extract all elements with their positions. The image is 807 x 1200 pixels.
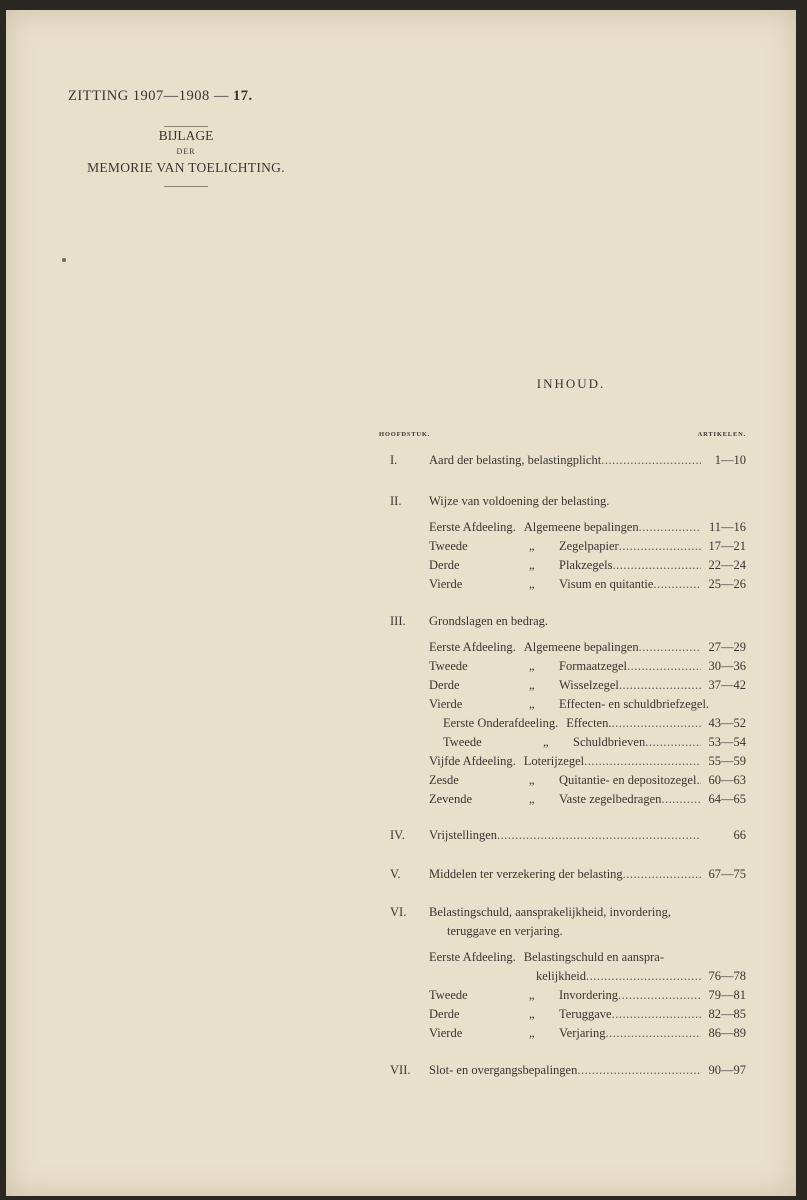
toc-row bbox=[6, 1061, 796, 1079]
entry-title: kelijkheid bbox=[536, 969, 586, 983]
article-range: 90—97 bbox=[708, 1063, 746, 1077]
dot-leader bbox=[586, 967, 701, 985]
entry-title: Slot- en overgangsbepalingen bbox=[429, 1063, 578, 1077]
article-range: 82—85 bbox=[708, 1007, 746, 1021]
toc-entry bbox=[443, 733, 701, 751]
document-page bbox=[6, 10, 796, 1196]
section-label: Tweede bbox=[443, 735, 482, 749]
dot-leader bbox=[619, 676, 701, 694]
ditto-mark: „ bbox=[529, 558, 535, 572]
entry-title: Effecten- en schuldbriefzegel. bbox=[559, 697, 710, 711]
toc-entry bbox=[429, 612, 749, 630]
dot-leader bbox=[653, 575, 701, 593]
toc-row bbox=[6, 575, 796, 593]
toc-entry bbox=[429, 676, 701, 694]
toc-entry bbox=[429, 1024, 701, 1042]
entry-title: Belastingschuld, aansprakelijkheid, invordering, bbox=[429, 905, 671, 919]
section-label: Vierde bbox=[429, 697, 463, 711]
toc-entry bbox=[429, 451, 701, 469]
toc-entry bbox=[429, 771, 701, 789]
chapter-number: VII. bbox=[390, 1063, 411, 1077]
toc-row bbox=[6, 826, 796, 844]
table-of-contents bbox=[6, 10, 796, 1196]
article-range: 37—42 bbox=[708, 678, 746, 692]
chapter-number: IV. bbox=[390, 828, 405, 842]
article-range: 1—10 bbox=[714, 453, 746, 467]
toc-row bbox=[6, 903, 796, 921]
entry-title: Visum en quitantie bbox=[559, 577, 654, 591]
article-range: 30—36 bbox=[708, 659, 746, 673]
entry-title: Verjaring bbox=[559, 1026, 606, 1040]
column-header-chapter: HOOFDSTUK. bbox=[379, 431, 431, 438]
toc-row bbox=[6, 492, 796, 510]
toc-row bbox=[6, 790, 796, 808]
article-range: 11—16 bbox=[708, 520, 746, 534]
ditto-mark: „ bbox=[529, 678, 535, 692]
entry-title: Vaste zegelbedragen bbox=[559, 792, 662, 806]
section-label: Zevende bbox=[429, 792, 473, 806]
entry-title: Quitantie- en depositozegel. bbox=[559, 773, 700, 787]
toc-entry bbox=[429, 657, 701, 675]
ditto-mark: „ bbox=[529, 773, 535, 787]
ditto-mark: „ bbox=[529, 697, 535, 711]
article-range: 67—75 bbox=[708, 867, 746, 881]
toc-entry bbox=[429, 790, 701, 808]
section-label: Eerste Afdeeling. bbox=[429, 640, 516, 654]
ditto-mark: „ bbox=[529, 577, 535, 591]
entry-title: teruggave en verjaring. bbox=[447, 924, 563, 938]
dot-leader bbox=[612, 1005, 701, 1023]
entry-title: Algemeene bepalingen bbox=[523, 640, 639, 654]
toc-entry bbox=[429, 826, 701, 844]
toc-row bbox=[6, 657, 796, 675]
chapter-number: I. bbox=[390, 453, 398, 467]
toc-row bbox=[6, 518, 796, 536]
toc-entry bbox=[447, 922, 701, 940]
toc-entry bbox=[536, 967, 701, 985]
dot-leader bbox=[606, 1024, 701, 1042]
dot-leader bbox=[611, 714, 701, 732]
toc-entry bbox=[429, 986, 701, 1004]
section-label: Vierde bbox=[429, 577, 463, 591]
session-label: ZITTING 1907—1908 — bbox=[68, 88, 229, 104]
toc-entry bbox=[429, 1005, 701, 1023]
dot-leader bbox=[601, 451, 701, 469]
toc-row bbox=[6, 556, 796, 574]
ditto-mark: „ bbox=[529, 659, 535, 673]
toc-entry bbox=[429, 865, 701, 883]
toc-entry bbox=[429, 903, 749, 921]
dot-leader bbox=[639, 638, 701, 656]
section-label: Eerste Onderafdeeling. bbox=[443, 716, 559, 730]
section-label: Tweede bbox=[429, 659, 468, 673]
article-range: 79—81 bbox=[708, 988, 746, 1002]
der-label: DER bbox=[176, 147, 196, 156]
section-label: Derde bbox=[429, 1007, 460, 1021]
toc-row bbox=[6, 676, 796, 694]
article-range: 76—78 bbox=[708, 969, 746, 983]
entry-title: Belastingschuld en aanspra- bbox=[523, 950, 665, 964]
dot-leader bbox=[627, 657, 701, 675]
entry-title: Plakzegels bbox=[559, 558, 613, 572]
toc-entry bbox=[429, 556, 701, 574]
article-range: 22—24 bbox=[708, 558, 746, 572]
column-header-articles: ARTIKELEN. bbox=[697, 431, 746, 438]
article-range: 53—54 bbox=[708, 735, 746, 749]
toc-row bbox=[6, 922, 796, 940]
article-range: 64—65 bbox=[708, 792, 746, 806]
section-label: Derde bbox=[429, 558, 460, 572]
section-label: Vijfde Afdeeling. bbox=[429, 754, 516, 768]
dot-leader bbox=[639, 518, 701, 536]
entry-title: Zegelpapier bbox=[559, 539, 619, 553]
ditto-mark: „ bbox=[529, 792, 535, 806]
toc-row bbox=[6, 967, 796, 985]
toc-row bbox=[6, 695, 796, 713]
toc-row bbox=[6, 1024, 796, 1042]
entry-title: Algemeene bepalingen bbox=[523, 520, 639, 534]
section-label: Eerste Afdeeling. bbox=[429, 950, 516, 964]
chapter-number: II. bbox=[390, 494, 402, 508]
dot-leader bbox=[619, 537, 701, 555]
ditto-mark: „ bbox=[529, 1007, 535, 1021]
section-label: Derde bbox=[429, 678, 460, 692]
article-range: 27—29 bbox=[708, 640, 746, 654]
entry-title: Wisselzegel bbox=[559, 678, 619, 692]
section-label: Eerste Afdeeling. bbox=[429, 520, 516, 534]
toc-entry bbox=[429, 518, 701, 536]
entry-title: Invordering bbox=[559, 988, 619, 1002]
dot-leader bbox=[577, 1061, 701, 1079]
chapter-number: V. bbox=[390, 867, 401, 881]
ditto-mark: „ bbox=[529, 988, 535, 1002]
toc-row bbox=[6, 865, 796, 883]
entry-title: Wijze van voldoening der belasting. bbox=[429, 494, 610, 508]
article-range: 55—59 bbox=[708, 754, 746, 768]
toc-row bbox=[6, 612, 796, 630]
toc-row bbox=[6, 986, 796, 1004]
toc-row bbox=[6, 752, 796, 770]
paper-speck bbox=[62, 258, 66, 262]
toc-entry bbox=[429, 695, 749, 713]
article-range: 17—21 bbox=[708, 539, 746, 553]
dot-leader bbox=[623, 865, 701, 883]
toc-entry bbox=[429, 537, 701, 555]
dot-leader bbox=[497, 826, 701, 844]
dot-leader bbox=[612, 556, 701, 574]
toc-entry bbox=[429, 1061, 701, 1079]
toc-row bbox=[6, 733, 796, 751]
entry-title: Effecten. bbox=[566, 716, 612, 730]
bijlage-heading: BIJLAGE bbox=[158, 128, 214, 143]
toc-row bbox=[6, 714, 796, 732]
toc-row bbox=[6, 948, 796, 966]
toc-entry bbox=[429, 575, 701, 593]
article-range: 86—89 bbox=[708, 1026, 746, 1040]
ditto-mark: „ bbox=[529, 1026, 535, 1040]
toc-row bbox=[6, 537, 796, 555]
entry-title: Aard der belasting, belastingplicht bbox=[429, 453, 602, 467]
chapter-number: III. bbox=[390, 614, 406, 628]
ditto-mark: „ bbox=[529, 539, 535, 553]
dot-leader bbox=[584, 752, 701, 770]
entry-title: Teruggave bbox=[559, 1007, 612, 1021]
toc-row bbox=[6, 1005, 796, 1023]
section-label: Zesde bbox=[429, 773, 459, 787]
entry-title: Formaatzegel bbox=[559, 659, 628, 673]
toc-entry bbox=[443, 714, 701, 732]
section-label: Vierde bbox=[429, 1026, 463, 1040]
toc-entry bbox=[429, 948, 749, 966]
entry-title: Vrijstellingen bbox=[429, 828, 497, 842]
article-range: 25—26 bbox=[708, 577, 746, 591]
ditto-mark: „ bbox=[543, 735, 549, 749]
toc-row bbox=[6, 638, 796, 656]
toc-row bbox=[6, 451, 796, 469]
article-range: 43—52 bbox=[708, 716, 746, 730]
article-range: 66 bbox=[733, 828, 746, 842]
toc-entry bbox=[429, 752, 701, 770]
section-label: Tweede bbox=[429, 988, 468, 1002]
toc-row bbox=[6, 771, 796, 789]
article-range: 60—63 bbox=[708, 773, 746, 787]
entry-title: Middelen ter verzekering der belasting bbox=[429, 867, 623, 881]
session-number: 17. bbox=[233, 88, 253, 104]
contents-title: INHOUD. bbox=[536, 376, 606, 391]
toc-entry bbox=[429, 638, 701, 656]
dot-leader bbox=[618, 986, 701, 1004]
memorie-heading: MEMORIE VAN TOELICHTING. bbox=[87, 160, 285, 175]
toc-entry bbox=[429, 492, 749, 510]
section-label: Tweede bbox=[429, 539, 468, 553]
entry-title: Grondslagen en bedrag. bbox=[429, 614, 549, 628]
chapter-number: VI. bbox=[390, 905, 407, 919]
entry-title: Schuldbrieven bbox=[573, 735, 646, 749]
entry-title: Loterijzegel bbox=[523, 754, 585, 768]
dot-leader bbox=[645, 733, 701, 751]
